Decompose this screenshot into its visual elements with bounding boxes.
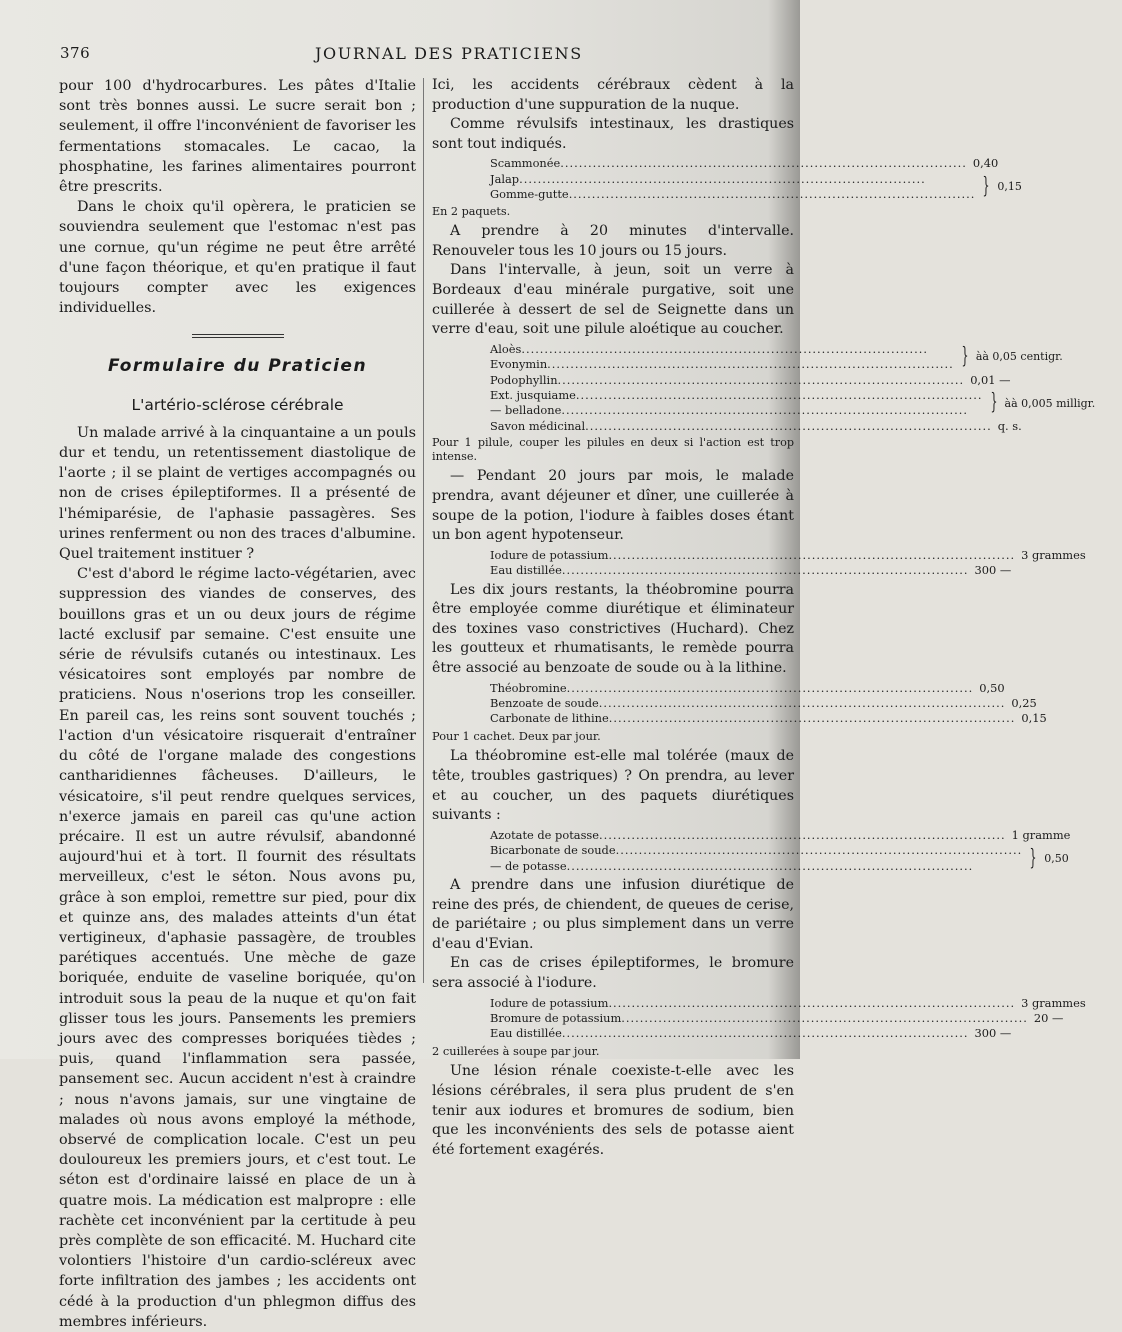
ingredient-name: Ext. jusquiame [490, 387, 576, 402]
paragraph: Un malade arrivé à la cinquantaine a un pouls dur et tendu, un retentissement diastolique de l'aorte ; il se plaint de vertiges accompagnés ou non de crises épileptiformes. Il a présenté de l'hémiparésie, de l'aphasie passagères. Ses urines renferment ou non des traces d'albumine. Quel traitement instituer ? [59, 424, 416, 563]
paragraph: C'est d'abord le régime lacto-végétarien, avec suppression des viandes de conserves, des bouillons gras et un ou deux jours de régime lacté exclusif par semaine. C'est ensuite une série de révulsifs cutanés ou intestinaux. Les vésicatoires sont employés par nombre de praticiens. Nous n'oserions trop les conseiller. En pareil cas, les reins sont souvent touchés ; l'action d'un vésicatoire risquerait d'entraîner du côté de l'organe malade des congestions cantharidiennes fâcheuses. D'ailleurs, le vésicatoire, s'il peut rendre quelques services, n'exerce jamais en pareil cas qu'une action précaire. Il est un autre révulsif, abandonné aujourd'hui et à tort. Il fournit des résultats merveilleux, c'est le séton. Nous avons pu, grâce à son emploi, remettre sur pied, pour dix et quinze ans, des malades atteints d'un état vertigineux, d'aphasie passagère, de troubles parétiques accentués. Une mèche de gaze boriquée, enduite de vaseline boriquée, qu'on introduit sous la peau de la nuque et qu'on fait glisser tous les jours. Pansements les premiers jours avec des compresses boriquées tièdes ; puis, quand l'inflammation sera passée, pansement sec. Aucun accident n'est à craindre ; nous n'avons jamais, sur une vingtaine de malades où nous avons employé la méthode, observé de complication locale. C'est un peu douloureux les premiers jours, et c'est tout. Le séton est d'ordinaire laissé en place de un à quatre mois. La médication est malpropre : elle rachète cet inconvénient par la certitude à peu près complète de son efficacité. M. Huchard cite volontiers l'histoire d'un cardio-scléreux avec forte infiltration des jambes ; les accidents ont cédé à la production d'un phlegmon diffus des membres inférieurs. [59, 566, 416, 1330]
ingredient-quantity: 0,50 [1044, 851, 1069, 865]
ingredient-quantity: q. s. [997, 418, 1022, 433]
ingredient-name: Podophyllin [490, 372, 558, 387]
prescription-block [490, 156, 1022, 202]
ingredient-quantity: 1 gramme [1011, 827, 1071, 842]
paragraph: En cas de crises épileptiformes, le bromure sera associé à l'iodure. [432, 955, 794, 991]
prescription-block [490, 680, 1047, 727]
page-header [60, 44, 780, 66]
ingredient-name: Benzoate de soude [490, 695, 599, 710]
paragraph: Les dix jours restants, la théobromine pourra être employée comme diurétique et éliminateur des toxines vaso constrictives (Huchard). Chez les goutteux et rhumatisants, le remède pourra être associé au benzoate de soude ou à la lithine. [432, 581, 794, 676]
paragraph: pour 100 d'hydrocarbures. Les pâtes d'Italie sont très bonnes aussi. Le sucre serait bon ; seulement, il offre l'inconvénient de favoriser les fermentations stomacales. Le cacao, la phosphatine, les farines alimentaires pourront être prescrits. [59, 78, 416, 196]
ingredient-name: Savon médicinal [490, 418, 586, 433]
paragraph: A prendre à 20 minutes d'intervalle. Renouveler tous les 10 jours ou 15 jours. [432, 223, 794, 259]
prescription-block [490, 827, 1071, 874]
prescription-block [490, 547, 1086, 579]
prescription-note: Pour 1 pilule, couper les pilules en deux si l'action est trop intense. [432, 436, 794, 463]
ingredient-quantity: 3 grammes [1021, 995, 1086, 1010]
prescription-note: En 2 paquets. [432, 204, 511, 218]
ingredient-name: Scammonée [490, 156, 561, 171]
ingredient-name: Iodure de potassium [490, 547, 609, 562]
ingredient-quantity: 3 grammes [1021, 547, 1086, 562]
ingredient-quantity: 0,25 [1011, 695, 1037, 710]
ingredient-quantity: àà 0,05 centigr. [975, 350, 1063, 364]
brace-glyph: } [961, 344, 969, 370]
paragraph: Dans l'intervalle, à jeun, soit un verre à Bordeaux d'eau minérale purgative, soit une cuillerée à dessert de sel de Seignette dans un verre d'eau, soit une pilule aloétique au coucher. [432, 262, 794, 338]
ingredient-name: Gomme-gutte [490, 187, 569, 202]
ingredient-name: Evonymin [490, 357, 548, 372]
ingredient-quantity: 20 — [1033, 1010, 1064, 1025]
prescription-block [490, 995, 1086, 1042]
ingredient-quantity: 0,15 [1021, 711, 1047, 726]
journal-title: JOURNAL DES PRATICIENS [315, 44, 583, 63]
ingredient-name: Azotate de potasse [490, 827, 599, 842]
ingredient-name: Bicarbonate de soude [490, 843, 616, 858]
ingredient-quantity: 0,01 — [970, 372, 1011, 387]
section-separator [192, 334, 284, 338]
ingredient-quantity: 0,40 [972, 156, 999, 171]
paragraph: Ici, les accidents cérébraux cèdent à la production d'une suppuration de la nuque. [432, 77, 794, 113]
ingredient-name: Bromure de potassium [490, 1010, 622, 1025]
ingredient-quantity: àà 0,005 milligr. [1004, 396, 1096, 410]
section-title: Formulaire du Praticien [107, 356, 368, 377]
ingredient-name: Aloès [490, 341, 522, 356]
ingredient-name: — de potasse [490, 858, 567, 873]
left-column [59, 76, 416, 1332]
column-divider [423, 78, 424, 983]
page-number: 376 [60, 44, 91, 62]
paragraph: La théobromine est-elle mal tolérée (maux de tête, troubles gastriques) ? On prendra, au lever et au coucher, un des paquets diurétiques suivants : [432, 748, 794, 824]
prescription-block [490, 341, 1096, 434]
paragraph: Une lésion rénale coexiste-t-elle avec les lésions cérébrales, il sera plus prudent de s'en tenir aux iodures et bromures de sodium, bien que les inconvénients des sels de potasse aient été fortement exagérés. [432, 1063, 794, 1158]
brace-glyph: } [982, 174, 990, 200]
ingredient-name: Iodure de potassium [490, 995, 609, 1010]
paragraph: A prendre dans une infusion diurétique de reine des prés, de chiendent, de queues de cerise, de pariétaire ; ou plus simplement dans un verre d'eau d'Evian. [432, 876, 794, 952]
brace-glyph: } [990, 390, 998, 416]
paragraph: — Pendant 20 jours par mois, le malade prendra, avant déjeuner et dîner, une cuillerée à soupe de la potion, l'iodure à faibles doses étant un bon agent hypotenseur. [432, 468, 794, 544]
ingredient-name: Eau distillée [490, 563, 562, 578]
article-title: L'artério-sclérose cérébrale [131, 395, 344, 414]
prescription-note: 2 cuillerées à soupe par jour. [432, 1043, 600, 1058]
ingredient-quantity: 0,50 [979, 680, 1005, 695]
right-column [432, 76, 1096, 1160]
ingredient-quantity: 300 — [974, 563, 1012, 578]
paragraph: Dans le choix qu'il opèrera, le praticien se souviendra seulement que l'estomac n'est pas une cornue, qu'un régime ne peut être arrêté d'une façon théorique, et qu'en pratique il faut toujours compter avec les exigences individuelles. [59, 199, 416, 317]
prescription-note: Pour 1 cachet. Deux par jour. [432, 728, 601, 743]
ingredient-name: Jalap [490, 171, 520, 186]
ingredient-name: — belladone [490, 403, 562, 418]
ingredient-name: Eau distillée [490, 1026, 562, 1041]
ingredient-quantity: 300 — [974, 1026, 1012, 1041]
ingredient-name: Carbonate de lithine [490, 711, 609, 726]
ingredient-name: Théobromine [490, 680, 567, 695]
brace-glyph: } [1029, 845, 1037, 871]
paragraph: Comme révulsifs intestinaux, les drastiques sont tout indiqués. [432, 116, 794, 152]
ingredient-quantity: 0,15 [997, 180, 1022, 194]
